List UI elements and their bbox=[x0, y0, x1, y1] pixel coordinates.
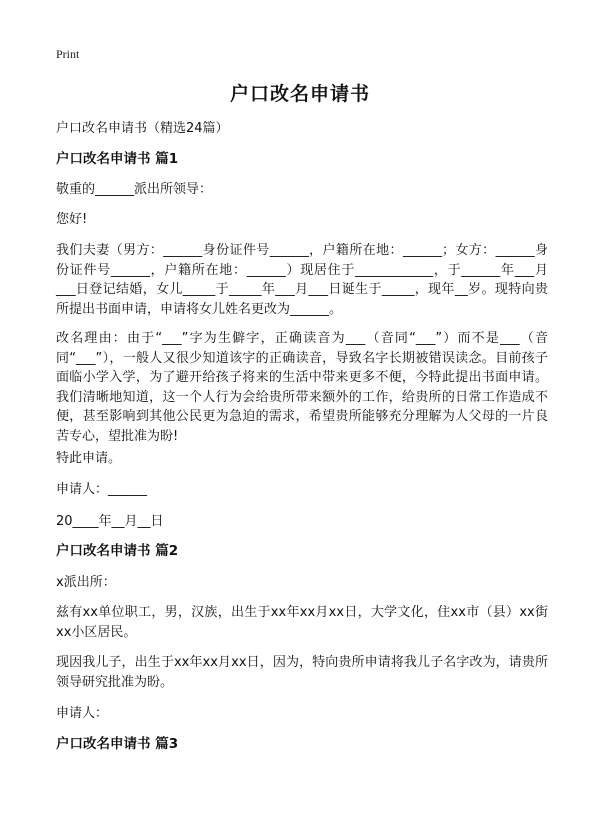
section-1-heading: 户口改名申请书 篇1 bbox=[56, 151, 179, 167]
section-2-paragraph-1: 兹有xx单位职工，男，汉族，出生于xx年xx月xx日，大学文化，住xx市（县）xx街xx小区居民。 bbox=[56, 605, 548, 640]
section-2-heading: 户口改名申请书 篇2 bbox=[56, 543, 179, 559]
section-2-applicant: 申请人： bbox=[56, 706, 109, 721]
print-label: Print bbox=[56, 47, 80, 61]
section-1-closing: 特此申请。 bbox=[56, 451, 122, 466]
section-2-salutation: x派出所： bbox=[56, 575, 116, 590]
document-subtitle: 户口改名申请书（精选24篇） bbox=[56, 121, 229, 136]
section-1-salutation: 敬重的______派出所领导： bbox=[56, 182, 213, 197]
section-1-date: 20____年__月__日 bbox=[56, 514, 164, 529]
section-1-paragraph-2: 改名理由：由于“___”字为生僻字，正确读音为___（音同“___”）而不是___（音同“___”），一般人又很少知道该字的正确读音，导致名字长期被错误读念。目前孩子面临小学入学，为了避开给孩子将来的生活中带来更多不便，今特此提出书面申请。我们清晰地知道，这一个人行为会给贵所带来额外的工作，给贵所的日常工作造成不便，甚至影响到其他公民更为急迫的需求，希望贵所能够充分理解为人父母的一片良苦专心，望批准为盼! bbox=[56, 331, 548, 444]
section-1-greeting: 您好! bbox=[56, 212, 88, 227]
section-1-applicant: 申请人：______ bbox=[56, 482, 148, 497]
section-2-paragraph-2: 现因我儿子，出生于xx年xx月xx日，因为，特向贵所申请将我儿子名字改为，请贵所领导研究批准为盼。 bbox=[56, 655, 548, 690]
document-title: 户口改名申请书 bbox=[229, 83, 370, 105]
section-1-paragraph-1: 我们夫妻（男方：______身份证件号______，户籍所在地：______；女方：______身份证件号______，户籍所在地：______）现居住于____________，于______年___月___日登记结婚，女儿_____于_____年___月___日诞生于_____，现年__岁。现特向贵所提出书面申请，申请将女儿姓名更改为______。 bbox=[56, 243, 548, 317]
section-3-heading: 户口改名申请书 篇3 bbox=[56, 736, 179, 752]
